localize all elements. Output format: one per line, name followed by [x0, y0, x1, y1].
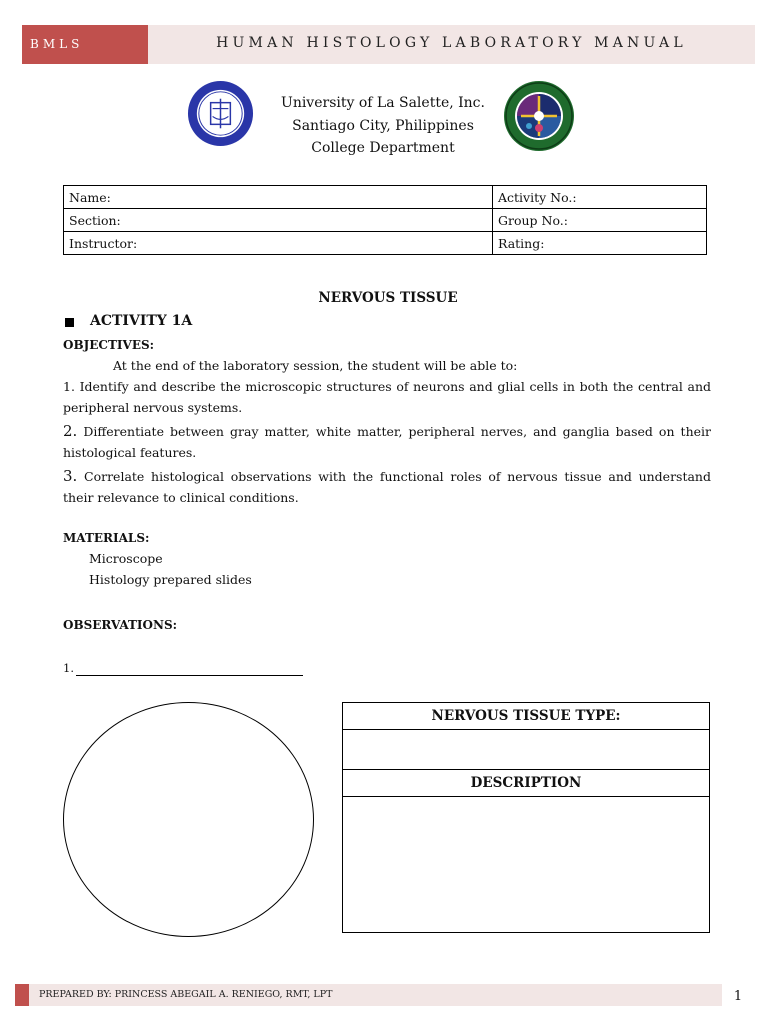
institution-name: University of La Salette, Inc. [281, 95, 485, 111]
objective-number: 3. [63, 467, 78, 485]
footer-prepared-by: PREPARED BY: PRINCESS ABEGAIL A. RENIEGO, RMT, LPT [39, 989, 333, 1000]
header-left-label: BMLS [22, 25, 148, 64]
objectives-label: OBJECTIVES: [63, 338, 155, 352]
objective-item [63, 376, 711, 418]
table-row [64, 232, 707, 255]
header-title: HUMAN HISTOLOGY LABORATORY MANUAL [148, 25, 755, 64]
name-field[interactable]: Name: [64, 186, 493, 209]
university-seal-logo [186, 79, 255, 148]
square-bullet-icon [65, 318, 74, 327]
tissue-type-answer-cell[interactable] [343, 730, 710, 770]
observation-answer-line[interactable] [76, 675, 303, 676]
institution-department: College Department [311, 140, 455, 156]
objective-item [63, 466, 711, 508]
page-number: 1 [722, 984, 754, 1010]
objective-text: Differentiate between gray matter, white matter, peripheral nerves, and ganglia based on their histological features. [63, 424, 711, 460]
objective-number: 1. [63, 379, 75, 394]
table-row [343, 797, 710, 933]
objective-number: 2. [63, 422, 78, 440]
student-info-table [63, 185, 707, 255]
objective-text: Identify and describe the microscopic structures of neurons and glial cells in both the central and peripheral nervous systems. [63, 379, 711, 415]
rating-field[interactable]: Rating: [493, 232, 707, 255]
institution-location: Santiago City, Philippines [292, 117, 474, 134]
activity-heading: ACTIVITY 1A [90, 313, 193, 329]
tissue-type-table [342, 702, 710, 933]
table-row [343, 703, 710, 730]
table-row [343, 770, 710, 797]
section-field[interactable]: Section: [64, 209, 493, 232]
table-row [343, 730, 710, 770]
observations-label: OBSERVATIONS: [63, 618, 178, 632]
table-row [64, 186, 707, 209]
instructor-field[interactable]: Instructor: [64, 232, 493, 255]
activity-no-field[interactable]: Activity No.: [493, 186, 707, 209]
objectives-intro: At the end of the laboratory session, the student will be able to: [113, 358, 518, 373]
table-row [64, 209, 707, 232]
material-item: Microscope [89, 551, 163, 566]
page-title: NERVOUS TISSUE [318, 290, 458, 306]
institution-block [248, 92, 518, 160]
description-header: DESCRIPTION [343, 770, 710, 797]
material-item: Histology prepared slides [89, 572, 252, 587]
tissue-type-header: NERVOUS TISSUE TYPE: [343, 703, 710, 730]
college-seal-logo [503, 80, 575, 152]
description-answer-cell[interactable] [343, 797, 710, 933]
footer-accent-mark [15, 984, 29, 1006]
group-no-field[interactable]: Group No.: [493, 209, 707, 232]
materials-label: MATERIALS: [63, 531, 150, 545]
objective-item [63, 421, 711, 463]
microscope-drawing-circle[interactable] [63, 702, 314, 937]
objective-text: Correlate histological observations with the functional roles of nervous tissue and understand their relevance to clinical conditions. [63, 469, 711, 505]
observation-number: 1. [63, 661, 74, 675]
